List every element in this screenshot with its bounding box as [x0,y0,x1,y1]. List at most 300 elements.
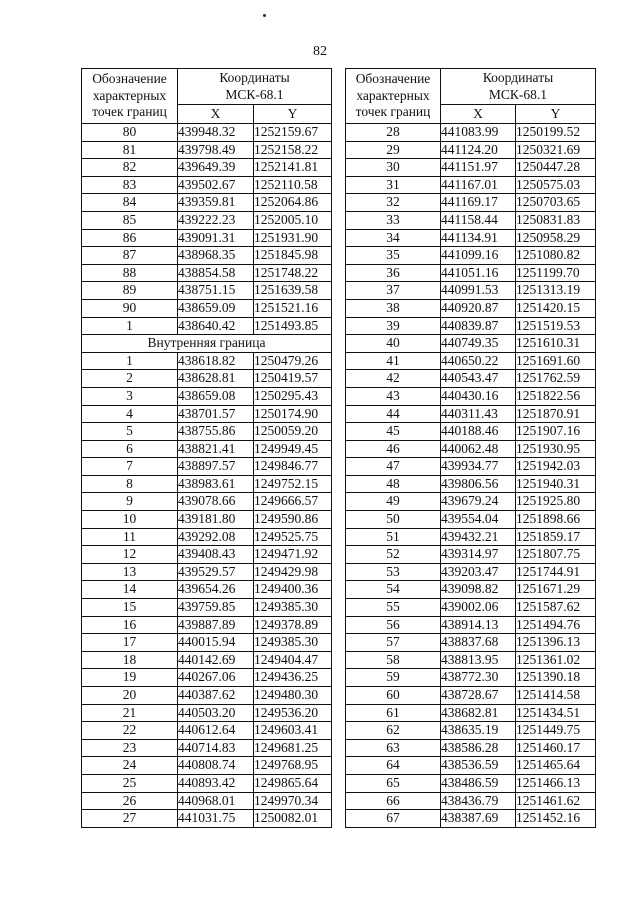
point-number: 85 [82,211,178,229]
coord-y: 1251859.17 [516,528,596,546]
coord-y: 1249970.34 [254,792,332,810]
coord-x: 440714.83 [178,739,254,757]
table-row [82,229,332,247]
coord-y: 1251845.98 [254,247,332,265]
point-number: 46 [346,440,441,458]
coord-y: 1250199.52 [516,124,596,142]
coord-y: 1251940.31 [516,475,596,493]
coord-y: 1251199.70 [516,264,596,282]
point-number: 38 [346,299,441,317]
coord-y: 1251639.58 [254,282,332,300]
table-row [346,352,596,370]
coord-x: 438618.82 [178,352,254,370]
coord-y: 1251420.15 [516,299,596,317]
table-row [346,528,596,546]
point-number: 35 [346,247,441,265]
coord-y: 1249666.57 [254,493,332,511]
coord-x: 440968.01 [178,792,254,810]
point-number: 15 [82,599,178,617]
point-number: 13 [82,563,178,581]
point-number: 83 [82,176,178,194]
coord-y: 1249429.98 [254,563,332,581]
table-row [82,599,332,617]
point-number: 10 [82,511,178,529]
coord-x: 440503.20 [178,704,254,722]
table-row [82,176,332,194]
table-row [346,687,596,705]
coord-y: 1249404.47 [254,651,332,669]
coord-x: 441169.17 [441,194,516,212]
point-number: 50 [346,511,441,529]
coord-x: 441151.97 [441,159,516,177]
coord-y: 1250082.01 [254,810,332,828]
section-title-inner-boundary: Внутренняя граница [82,335,332,353]
coord-x: 440188.46 [441,423,516,441]
coord-x: 438897.57 [178,458,254,476]
table-row [82,581,332,599]
point-number: 14 [82,581,178,599]
table-row [82,352,332,370]
coord-x: 441158.44 [441,211,516,229]
coord-x: 440991.53 [441,282,516,300]
coord-x: 440430.16 [441,387,516,405]
coord-x: 438983.61 [178,475,254,493]
coord-y: 1250479.26 [254,352,332,370]
table-row [346,581,596,599]
coord-y: 1251671.29 [516,581,596,599]
coord-y: 1250174.90 [254,405,332,423]
table-row [346,546,596,564]
point-number: 55 [346,599,441,617]
coord-x: 438821.41 [178,440,254,458]
coord-y: 1252158.22 [254,141,332,159]
table-row [346,440,596,458]
coord-y: 1251744.91 [516,563,596,581]
table-row [82,194,332,212]
coord-y: 1249385.30 [254,599,332,617]
header-coordinates: Координаты МСК-68.1 [178,69,332,105]
table-row [346,722,596,740]
coord-y: 1252159.67 [254,124,332,142]
point-number: 60 [346,687,441,705]
table-row [82,387,332,405]
coord-y: 1251494.76 [516,616,596,634]
coord-x: 441083.99 [441,124,516,142]
coord-y: 1249480.30 [254,687,332,705]
coord-y: 1251870.91 [516,405,596,423]
coord-y: 1251587.62 [516,599,596,617]
coord-x: 440387.62 [178,687,254,705]
coord-x: 440311.43 [441,405,516,423]
point-number: 90 [82,299,178,317]
coord-x: 439091.31 [178,229,254,247]
point-number: 18 [82,651,178,669]
coord-y: 1251414.58 [516,687,596,705]
table-row [82,141,332,159]
table-row [82,493,332,511]
coord-x: 438387.69 [441,810,516,828]
coord-x: 439359.81 [178,194,254,212]
coord-x: 440893.42 [178,774,254,792]
point-number: 1 [82,352,178,370]
point-number: 33 [346,211,441,229]
coord-x: 440267.06 [178,669,254,687]
table-row [346,475,596,493]
coord-x: 440839.87 [441,317,516,335]
coord-x: 438659.09 [178,299,254,317]
table-row [82,317,332,335]
table-row [346,176,596,194]
coord-x: 439098.82 [441,581,516,599]
coord-x: 439002.06 [441,599,516,617]
coord-x: 438640.42 [178,317,254,335]
coord-y: 1251762.59 [516,370,596,388]
table-row [346,511,596,529]
coord-y: 1250958.29 [516,229,596,247]
scan-speck [263,14,266,17]
coord-x: 439679.24 [441,493,516,511]
coord-x: 440015.94 [178,634,254,652]
point-number: 37 [346,282,441,300]
coord-y: 1249471.92 [254,546,332,564]
coord-y: 1251460.17 [516,739,596,757]
table-row [346,247,596,265]
point-number: 2 [82,370,178,388]
table-row [82,159,332,177]
coord-x: 438436.79 [441,792,516,810]
point-number: 11 [82,528,178,546]
coord-x: 438968.35 [178,247,254,265]
point-number: 87 [82,247,178,265]
coord-x: 440749.35 [441,335,516,353]
coord-x: 439078.66 [178,493,254,511]
table-row [346,335,596,353]
table-row [82,370,332,388]
table-row [82,440,332,458]
point-number: 39 [346,317,441,335]
table-row [346,141,596,159]
coord-x: 440142.69 [178,651,254,669]
coord-y: 1249590.86 [254,511,332,529]
header-coordinates: Координаты МСК-68.1 [441,69,596,105]
coord-x: 439203.47 [441,563,516,581]
table-row [82,546,332,564]
table-row [82,704,332,722]
point-number: 88 [82,264,178,282]
coordinates-table-right [345,68,596,828]
page-number: 82 [313,44,327,59]
coord-x: 438914.13 [441,616,516,634]
coord-x: 440808.74 [178,757,254,775]
table-row [82,423,332,441]
table-row [346,810,596,828]
table-row [82,299,332,317]
table-row [346,458,596,476]
coord-y: 1251610.31 [516,335,596,353]
coord-y: 1251898.66 [516,511,596,529]
coord-y: 1251807.75 [516,546,596,564]
point-number: 31 [346,176,441,194]
coord-y: 1249681.25 [254,739,332,757]
coord-y: 1250419.57 [254,370,332,388]
coord-x: 439502.67 [178,176,254,194]
point-number: 30 [346,159,441,177]
table-row [346,493,596,511]
point-number: 62 [346,722,441,740]
table-row [346,211,596,229]
table-row [82,528,332,546]
coord-y: 1251390.18 [516,669,596,687]
point-number: 40 [346,335,441,353]
point-number: 80 [82,124,178,142]
table-row [346,229,596,247]
table-row [346,774,596,792]
coord-x: 438628.81 [178,370,254,388]
table-row [346,757,596,775]
coord-x: 439314.97 [441,546,516,564]
table-row [82,124,332,142]
table-row [346,405,596,423]
coord-x: 439806.56 [441,475,516,493]
point-number: 6 [82,440,178,458]
point-number: 49 [346,493,441,511]
table-row [346,704,596,722]
coord-x: 441124.20 [441,141,516,159]
table-row [82,247,332,265]
point-number: 84 [82,194,178,212]
point-number: 51 [346,528,441,546]
point-number: 42 [346,370,441,388]
table-row [82,722,332,740]
coord-y: 1251931.90 [254,229,332,247]
coord-x: 438813.95 [441,651,516,669]
table-row [82,792,332,810]
point-number: 25 [82,774,178,792]
table-row [346,264,596,282]
coord-y: 1251466.13 [516,774,596,792]
point-number: 61 [346,704,441,722]
coord-x: 438854.58 [178,264,254,282]
table-row [346,739,596,757]
coord-x: 438701.57 [178,405,254,423]
table-row [82,810,332,828]
coord-y: 1250831.83 [516,211,596,229]
header-y: Y [254,105,332,124]
table-row [346,669,596,687]
point-number: 27 [82,810,178,828]
coord-x: 439948.32 [178,124,254,142]
coord-y: 1249400.36 [254,581,332,599]
table-row [346,599,596,617]
header-point-designation: Обозначение характерных точек границ [82,69,178,124]
table-row [346,124,596,142]
coord-x: 438486.59 [441,774,516,792]
coord-y: 1250321.69 [516,141,596,159]
table-row [82,739,332,757]
coord-x: 439654.26 [178,581,254,599]
table-row [82,211,332,229]
point-number: 58 [346,651,441,669]
point-number: 66 [346,792,441,810]
table-row [346,563,596,581]
point-number: 19 [82,669,178,687]
point-number: 52 [346,546,441,564]
point-number: 28 [346,124,441,142]
coord-y: 1251461.62 [516,792,596,810]
coord-x: 439181.80 [178,511,254,529]
table-row [82,264,332,282]
coord-x: 440062.48 [441,440,516,458]
point-number: 67 [346,810,441,828]
table-row [346,634,596,652]
point-number: 48 [346,475,441,493]
point-number: 32 [346,194,441,212]
coord-y: 1252141.81 [254,159,332,177]
table-row [346,370,596,388]
coord-x: 438659.08 [178,387,254,405]
header-x: X [441,105,516,124]
coord-y: 1249378.89 [254,616,332,634]
table-row [82,563,332,581]
table-row [82,511,332,529]
table-row [346,159,596,177]
header-x: X [178,105,254,124]
point-number: 47 [346,458,441,476]
point-number: 1 [82,317,178,335]
point-number: 8 [82,475,178,493]
coord-y: 1252064.86 [254,194,332,212]
coord-y: 1250295.43 [254,387,332,405]
coord-y: 1251493.85 [254,317,332,335]
point-number: 65 [346,774,441,792]
point-number: 23 [82,739,178,757]
table-row [346,194,596,212]
table-row [82,774,332,792]
coord-y: 1249525.75 [254,528,332,546]
coord-y: 1251942.03 [516,458,596,476]
table-row [346,792,596,810]
coord-x: 440543.47 [441,370,516,388]
point-number: 20 [82,687,178,705]
header-y: Y [516,105,596,124]
coord-x: 441134.91 [441,229,516,247]
header-point-designation: Обозначение характерных точек границ [346,69,441,124]
point-number: 5 [82,423,178,441]
point-number: 82 [82,159,178,177]
coord-y: 1249603.41 [254,722,332,740]
coord-x: 439408.43 [178,546,254,564]
point-number: 45 [346,423,441,441]
coord-y: 1250703.65 [516,194,596,212]
coord-x: 440920.87 [441,299,516,317]
table-row [82,669,332,687]
table-row [82,757,332,775]
coord-x: 438536.59 [441,757,516,775]
coord-x: 441031.75 [178,810,254,828]
coord-y: 1251925.80 [516,493,596,511]
table-row [346,387,596,405]
point-number: 21 [82,704,178,722]
coord-x: 440650.22 [441,352,516,370]
coord-x: 439934.77 [441,458,516,476]
table-row [82,475,332,493]
coord-y: 1251396.13 [516,634,596,652]
point-number: 57 [346,634,441,652]
coord-y: 1250447.28 [516,159,596,177]
coordinates-table-left [81,68,332,828]
coord-x: 439759.85 [178,599,254,617]
coord-y: 1251449.75 [516,722,596,740]
point-number: 3 [82,387,178,405]
point-number: 89 [82,282,178,300]
coord-y: 1251080.82 [516,247,596,265]
coord-x: 439432.21 [441,528,516,546]
point-number: 12 [82,546,178,564]
coord-x: 439649.39 [178,159,254,177]
table-row [346,317,596,335]
point-number: 43 [346,387,441,405]
point-number: 64 [346,757,441,775]
coord-y: 1251465.64 [516,757,596,775]
point-number: 22 [82,722,178,740]
coord-x: 441051.16 [441,264,516,282]
point-number: 16 [82,616,178,634]
point-number: 26 [82,792,178,810]
table-row [82,458,332,476]
coord-y: 1249752.15 [254,475,332,493]
coord-y: 1249949.45 [254,440,332,458]
point-number: 29 [346,141,441,159]
point-number: 53 [346,563,441,581]
point-number: 44 [346,405,441,423]
point-number: 86 [82,229,178,247]
coord-y: 1251313.19 [516,282,596,300]
coord-y: 1251907.16 [516,423,596,441]
coord-x: 438586.28 [441,739,516,757]
point-number: 63 [346,739,441,757]
point-number: 4 [82,405,178,423]
point-number: 54 [346,581,441,599]
coord-y: 1252110.58 [254,176,332,194]
point-number: 24 [82,757,178,775]
point-number: 7 [82,458,178,476]
coord-x: 438682.81 [441,704,516,722]
coord-y: 1251519.53 [516,317,596,335]
point-number: 9 [82,493,178,511]
point-number: 17 [82,634,178,652]
table-row [82,687,332,705]
table-row [82,282,332,300]
table-row [82,651,332,669]
point-number: 56 [346,616,441,634]
coord-y: 1251691.60 [516,352,596,370]
coord-x: 439292.08 [178,528,254,546]
coord-y: 1249768.95 [254,757,332,775]
coord-y: 1251521.16 [254,299,332,317]
table-row [346,616,596,634]
point-number: 81 [82,141,178,159]
coord-y: 1252005.10 [254,211,332,229]
table-row [82,616,332,634]
coord-y: 1251361.02 [516,651,596,669]
coord-y: 1250059.20 [254,423,332,441]
coord-x: 438728.67 [441,687,516,705]
table-row [346,423,596,441]
coord-y: 1249536.20 [254,704,332,722]
coord-x: 439554.04 [441,511,516,529]
table-row [346,651,596,669]
coord-x: 441099.16 [441,247,516,265]
